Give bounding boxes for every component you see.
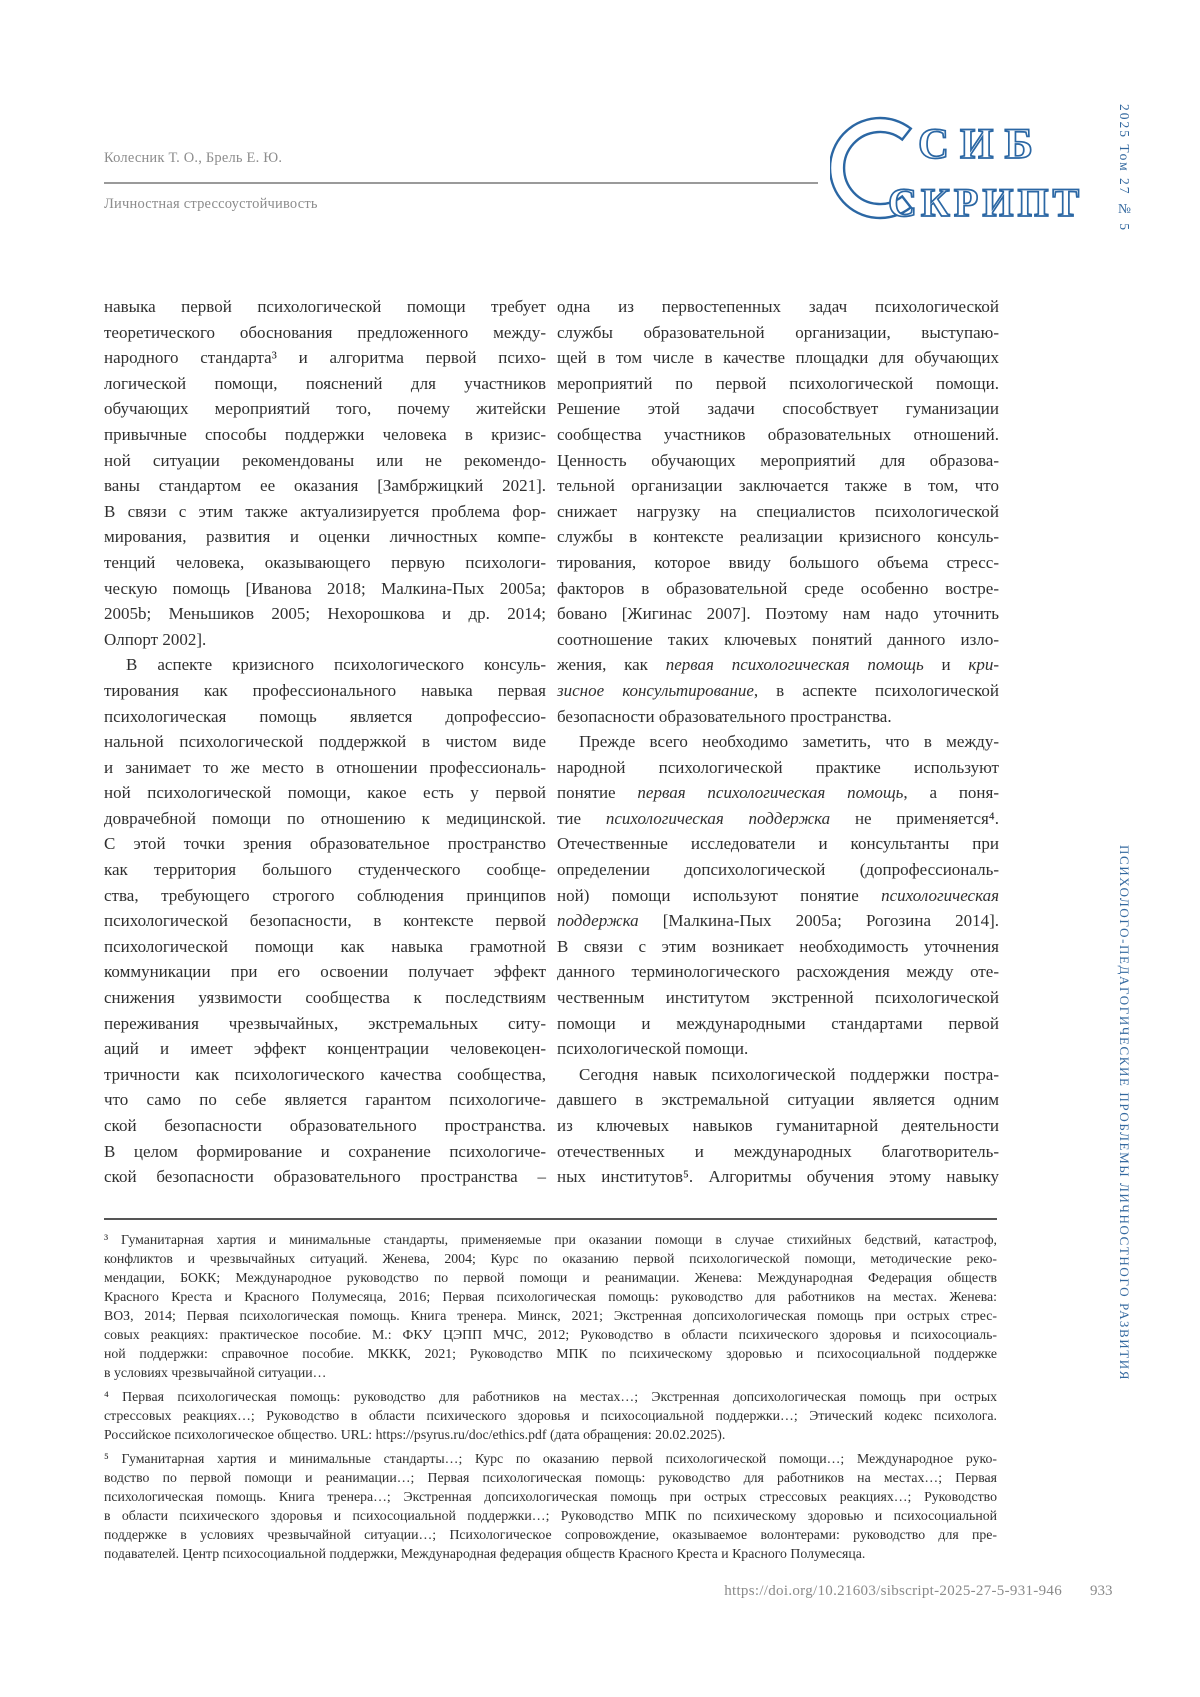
text-line: данного терминологического расхождения между оте-: [557, 962, 999, 982]
text-line: Красного Креста и Красного Полумесяца, 2016; Первая психологическая помощь: руководство для работников на местах. Женева:: [104, 1289, 997, 1304]
text-line: ной поддержки: справочное пособие. МККК, 2021; Руководство МПК по психическому здоровью и психосоциальной поддержке: [104, 1346, 997, 1361]
text-line: мендации, БОКК; Международное руководство по первой помощи и реанимации. Женева: Международная Федерация обществ: [104, 1270, 997, 1285]
text-line: обучающих мероприятий того, почему житейски: [104, 399, 546, 419]
right-column: [557, 294, 999, 1190]
text-line: что само по себе является гарантом психологиче-: [104, 1090, 546, 1110]
text-line: психологической помощи.: [557, 1039, 749, 1059]
text-line: давшего в экстремальной ситуации является одним: [557, 1090, 999, 1110]
text-line: ⁵ Гуманитарная хартия и минимальные стандарты…; Курс по оказанию первой психологической помощи…; Международное руко-: [104, 1451, 997, 1466]
text-line: отечественных и международных благотворитель-: [557, 1141, 999, 1161]
text-line: логической помощи, пояснений для участников: [104, 373, 546, 393]
text-line: снижает нагрузку на специалистов психологической: [557, 501, 999, 521]
sibscript-logo: [830, 98, 1086, 238]
text-line: стрессовых реакциях…; Руководство в области психического здоровья и психосоциальной поддержки…; Этический кодекс психолога.: [104, 1408, 997, 1423]
text-line: определении допсихологической (допрофессиональ-: [557, 860, 999, 880]
paragraph: [557, 294, 999, 729]
text-line: народного стандарта³ и алгоритма первой психо-: [104, 348, 546, 368]
text-line: щей в том числе в качестве площадки для обучающих: [557, 348, 999, 368]
text-line: переживания чрезвычайных, экстремальных ситу-: [104, 1013, 546, 1033]
text-line: В целом формирование и сохранение психологиче-: [104, 1141, 546, 1161]
text-line: психологическая помощь является допрофессио-: [104, 706, 546, 726]
text-line: тельной организации заключается также в том, что: [557, 476, 999, 496]
text-line: подавателей. Центр психосоциальной поддержки, Международная федерация обществ Красного Креста и Красного Полумесяца.: [104, 1546, 866, 1561]
header-divider: [104, 182, 818, 184]
text-line: ской безопасности образовательного пространства.: [104, 1116, 546, 1135]
text-line: жения, как первая психологическая помощь и кри-: [557, 655, 999, 675]
text-line: тие психологическая поддержка не применяется⁴.: [557, 808, 999, 828]
text-line: службы в контексте реализации кризисного консуль-: [557, 527, 999, 547]
text-line: ваны стандартом ее оказания [Замбржицкий 2021].: [104, 476, 546, 496]
text-line: Решение этой задачи способствует гуманизации: [557, 399, 999, 419]
text-line: Российское психологическое общество. URL: https://psyrus.ru/doc/ethics.pdf (дата обращения: 20.02.2025).: [104, 1427, 726, 1442]
text-line: факторов в образовательной среде особенно востре-: [557, 578, 999, 598]
text-line: из ключевых навыков гуманитарной деятельности: [557, 1116, 999, 1135]
text-line: нальной психологической поддержкой в чистом виде: [104, 732, 546, 752]
text-line: тричности как психологического качества сообщества,: [104, 1064, 546, 1084]
text-line: ³ Гуманитарная хартия и минимальные стандарты, применяемые при оказании помощи в случае стихийных бедствий, катастроф,: [104, 1232, 997, 1247]
text-line: ной) помощи используют понятие психологическая: [557, 885, 999, 905]
text-line: коммуникации при его освоении получает эффект: [104, 962, 546, 982]
text-line: ⁴ Первая психологическая помощь: руководство для работников на местах…; Экстренная допсихологическая помощь при острых: [104, 1389, 997, 1404]
text-line: В связи с этим также актуализируется проблема фор-: [104, 501, 546, 521]
text-line: ВОЗ, 2014; Первая психологическая помощь. Книга тренера. Минск, 2021; Экстренная допсихологическая помощь при острых стрес-: [104, 1308, 997, 1323]
doi-link[interactable]: https://doi.org/10.21603/sibscript-2025-27-5-931-946: [724, 1583, 1062, 1599]
paragraph: [104, 1230, 997, 1382]
paragraph: [557, 1062, 999, 1190]
text-line: совых реакциях: практическое пособие. М.: ФКУ ЦЭПП МЧС, 2012; Руководство в области психического здоровья и психосоциаль-: [104, 1327, 997, 1342]
text-line: и занимает то же место в отношении профессиональ-: [104, 757, 546, 777]
text-line: доврачебной помощи по отношению к медицинской.: [104, 808, 546, 828]
text-line: привычные способы поддержки человека в кризис-: [104, 424, 546, 444]
text-line: В связи с этим возникает необходимость уточнения: [557, 936, 999, 956]
text-line: тирования, которое ввиду большого объема стресс-: [557, 552, 999, 572]
paragraph: [557, 729, 999, 1062]
logo-word-script: СКРИПТ: [888, 180, 1084, 225]
text-line: ской безопасности образовательного пространства –: [104, 1167, 546, 1187]
running-title: Личностная стрессоустойчивость: [104, 196, 318, 212]
text-line: службы образовательной организации, выступаю-: [557, 322, 999, 342]
paragraph: [104, 652, 546, 1189]
text-line: тенций человека, оказывающего первую психологи-: [104, 552, 546, 572]
text-line: аций и имеет эффект концентрации человекоцен-: [104, 1039, 546, 1059]
text-line: ной ситуации рекомендованы или не рекомендо-: [104, 450, 546, 470]
text-line: ной психологической помощи, какое есть у первой: [104, 783, 546, 803]
text-line: тирования как профессионального навыка первая: [104, 680, 546, 700]
footnotes-section: [104, 1230, 997, 1568]
text-line: психологической помощи как навыка грамотной: [104, 936, 546, 956]
logo-graphic: [830, 98, 1086, 238]
text-line: Олпорт 2002].: [104, 629, 207, 649]
text-line: психологическая помощь. Книга тренера…; Экстренная допсихологическая помощь при острых стрессовых реакциях…; Руководство: [104, 1489, 997, 1504]
text-line: снижения уязвимости сообщества к последствиям: [104, 988, 546, 1008]
text-line: чественным институтом экстренной психологической: [557, 988, 999, 1008]
text-line: бовано [Жигинас 2007]. Поэтому нам надо уточнить: [557, 604, 999, 624]
paragraph: [104, 294, 546, 652]
paragraph: [104, 1387, 997, 1444]
text-line: ческую помощь [Иванова 2018; Малкина-Пых 2005a;: [104, 578, 546, 598]
text-line: в условиях чрезвычайной ситуации…: [104, 1365, 327, 1380]
section-title-strip: ПСИХОЛОГО-ПЕДАГОГИЧЕСКИЕ ПРОБЛЕМЫ ЛИЧНОСТНОГО РАЗВИТИЯ: [1117, 845, 1132, 1382]
text-line: теоретического обоснования предложенного между-: [104, 322, 546, 342]
text-line: соотношение таких ключевых понятий данного изло-: [557, 629, 999, 649]
text-line: ных институтов⁵. Алгоритмы обучения этому навыку: [557, 1167, 999, 1187]
text-line: ства, требующего строгого соблюдения принципов: [104, 885, 546, 905]
paragraph: [104, 1449, 997, 1563]
text-line: Отечественные исследователи и консультанты при: [557, 834, 999, 854]
text-line: зисное консультирование, в аспекте психологической: [557, 680, 999, 700]
text-line: помощи и международными стандартами первой: [557, 1013, 999, 1033]
text-line: 2005b; Меньшиков 2005; Нехорошкова и др. 2014;: [104, 604, 546, 624]
text-line: С этой точки зрения образовательное пространство: [104, 834, 546, 854]
text-line: мероприятий по первой психологической помощи.: [557, 373, 999, 393]
text-line: понятие первая психологическая помощь, а поня-: [557, 783, 999, 803]
text-line: водство по первой помощи и реанимации…; Первая психологическая помощь: руководство для работников на местах…; Первая: [104, 1470, 997, 1485]
text-line: одна из первостепенных задач психологической: [557, 297, 999, 316]
left-column: [104, 294, 546, 1190]
text-line: Сегодня навык психологической поддержки постра-: [579, 1064, 999, 1084]
text-line: поддержка [Малкина-Пых 2005а; Рогозина 2014].: [557, 911, 999, 931]
text-line: безопасности образовательного пространства.: [557, 706, 892, 726]
header-authors: Колесник Т. О., Брель Е. Ю.: [104, 150, 283, 166]
text-line: в области психического здоровья и психосоциальной поддержки…; Руководство МПК по психическому здоровью и психосоциальной: [104, 1508, 997, 1523]
volume-issue-strip: 2025 Том 27 № 5: [1117, 104, 1132, 233]
text-line: психологической безопасности, в контексте первой: [104, 911, 546, 931]
text-line: сообщества участников образовательных отношений.: [557, 424, 999, 444]
page-number: 933: [1090, 1583, 1113, 1599]
text-line: Ценность обучающих мероприятий для образова-: [557, 450, 999, 470]
text-line: поддержке в условиях чрезвычайной ситуации…; Психологическое сопровождение, оказываемое волонтерами: руководство для пре-: [104, 1527, 997, 1542]
text-line: народной психологической практике используют: [557, 757, 999, 777]
text-line: навыка первой психологической помощи требует: [104, 297, 546, 316]
text-line: как территория большого студенческого сообще-: [104, 860, 546, 880]
footnote-divider: [104, 1218, 997, 1220]
logo-word-sib: СИБ: [918, 121, 1044, 168]
text-line: мирования, развития и оценки личностных компе-: [104, 527, 546, 547]
text-line: конфликтов и чрезвычайных ситуаций. Женева, 2004; Курс по оказанию первой психологической помощи, методические реко-: [104, 1251, 997, 1266]
text-line: Прежде всего необходимо заметить, что в между-: [579, 732, 999, 752]
text-line: В аспекте кризисного психологического консуль-: [126, 655, 546, 675]
